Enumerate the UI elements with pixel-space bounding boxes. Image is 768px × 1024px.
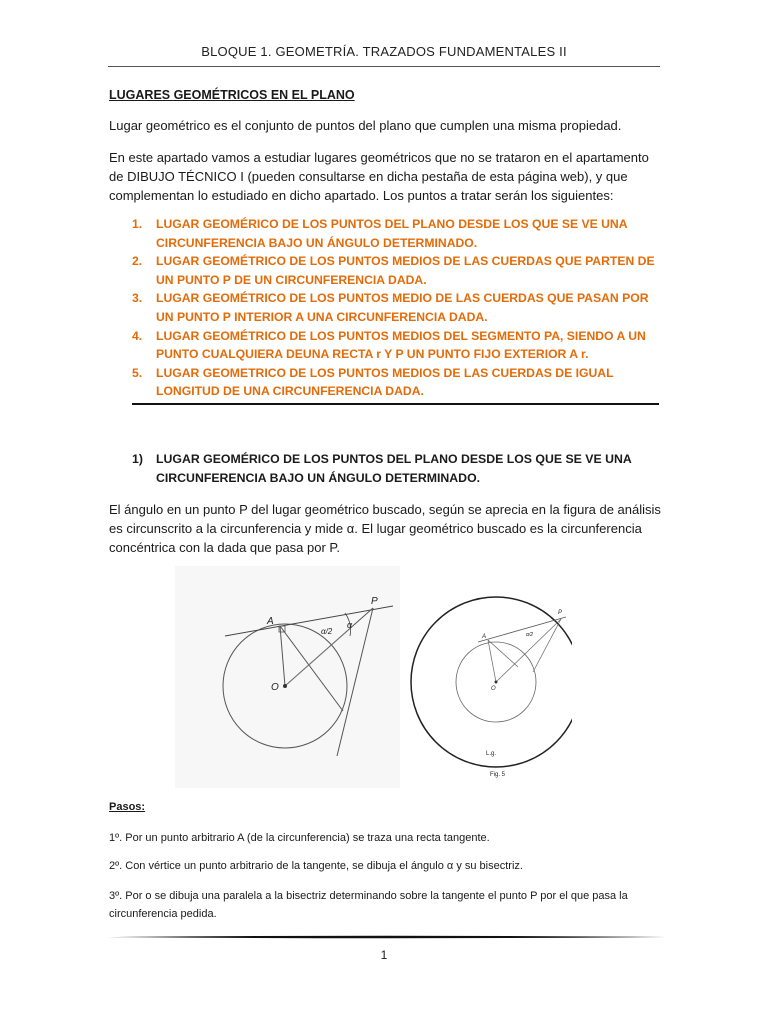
figure-background	[175, 566, 400, 788]
page-number: 1	[380, 948, 388, 962]
label-lg: L.g.	[486, 751, 497, 757]
section-title: LUGARES GEOMÉTRICOS EN EL PLANO	[109, 88, 355, 102]
topic-item: 3. LUGAR GEOMÉTRICO DE LOS PUNTOS MEDIO DE LAS CUERDAS QUE PASAN POR UN PUNTO P INTERIOR A UNA CIRCUNFERENCIA DADA.	[132, 291, 649, 324]
figure-caption: Fig. 5	[490, 772, 506, 778]
footer-divider	[108, 935, 666, 939]
step-item: 1º. Por un punto arbitrario A (de la circunferencia) se traza una recta tangente.	[109, 832, 490, 844]
label-p-small: P	[558, 610, 563, 616]
analysis-figure	[175, 566, 400, 788]
topic-item: 2. LUGAR GEOMÉTRICO DE LOS PUNTOS MEDIOS DE LAS CUERDAS QUE PARTEN DE UN PUNTO P DE UN CIRCUNFERENCIA DADA.	[132, 254, 655, 287]
list-divider	[132, 403, 659, 405]
label-a: A	[267, 616, 274, 627]
center-point-small	[495, 681, 498, 684]
intro-paragraph: En este apartado vamos a estudiar lugares geométricos que no se trataron en el apartamento de DIBUJO TÉCNICO I (pueden consultarse en dicha pestaña de esta página web), y que complementan lo estudiado en dicho apartado. Los puntos a tratar serán los siguientes:	[109, 150, 649, 203]
tangent-line-small	[478, 617, 566, 642]
label-half-alpha: α/2	[321, 627, 333, 636]
step-item: 2º. Con vértice un punto arbitrario de la tangente, se dibuja el ángulo α y su bisectriz.	[109, 860, 523, 872]
label-o-small: O	[491, 686, 496, 692]
label-a-small: A	[482, 634, 487, 640]
subsection-heading	[132, 450, 657, 488]
page-header: BLOQUE 1. GEOMETRÍA. TRAZADOS FUNDAMENTALES II	[201, 44, 567, 59]
header-divider	[108, 66, 660, 67]
label-alpha: α	[347, 620, 353, 630]
label-half-alpha-small: α/2	[526, 632, 534, 638]
second-tangent-small	[533, 619, 561, 672]
topic-item: 4. LUGAR GEOMÉTRICO DE LOS PUNTOS MEDIOS DEL SEGMENTO PA, SIENDO A UN PUNTO CUALQUIERA DEUNA RECTA r Y P UN PUNTO FIJO EXTERIOR A r.	[132, 328, 646, 362]
subsection-body: El ángulo en un punto P del lugar geométrico buscado, según se aprecia en la figura de análisis es circunscrito a la circunferencia y mide α. El lugar geométrico buscado es la circunferencia concéntrica con la dada que pasa por P.	[109, 502, 661, 555]
subsection-number: 1)	[132, 452, 143, 466]
center-point	[283, 684, 287, 688]
label-o: O	[271, 682, 279, 693]
label-p: P	[371, 596, 378, 607]
bisector-small	[496, 619, 561, 682]
pasos-title: Pasos:	[109, 801, 146, 813]
subsection-title: LUGAR GEOMÉRICO DE LOS PUNTOS DEL PLANO DESDE LOS QUE SE VE UNA CIRCUNFERENCIA BAJO UN ÁNGULO DETERMINADO.	[156, 452, 632, 485]
topic-item: 1. LUGAR GEOMÉRICO DE LOS PUNTOS DEL PLANO DESDE LOS QUE SE VE UNA CIRCUNFERENCIA BAJO UN ÁNGULO DETERMINADO.	[132, 217, 628, 250]
construction-figure	[408, 592, 572, 782]
topics-list	[132, 215, 662, 401]
topic-item: 5. LUGAR GEOMETRICO DE LOS PUNTOS MEDIOS DE LAS CUERDAS DE IGUAL LONGITUD DE UNA CIRCUNFERENCIA DADA.	[132, 365, 614, 399]
definition-paragraph: Lugar geométrico es el conjunto de puntos del plano que cumplen una misma propiedad.	[109, 118, 622, 133]
step-item: 3º. Por o se dibuja una paralela a la bisectriz determinando sobre la tangente el punto P por el que pasa la circunferencia pedida.	[109, 890, 628, 920]
